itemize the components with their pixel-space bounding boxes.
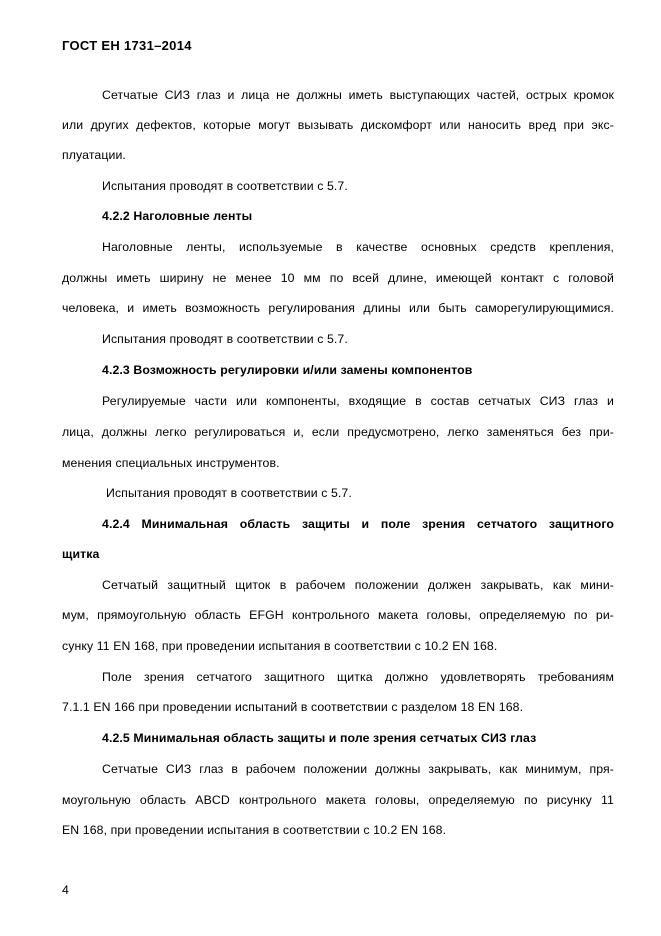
text-line: сунку 11 EN 168, при проведении испытания в соответствии с 10.2 EN 168.	[62, 639, 498, 653]
section-heading: 4.2.2 Наголовные ленты	[102, 209, 253, 223]
section-heading: 4.2.5 Минимальная область защиты и поле зрения сетчатых СИЗ глаз	[102, 731, 537, 745]
text-line: Сетчатые СИЗ глаз и лица не должны иметь выступающих частей, острых кромок	[102, 88, 614, 102]
text-line: моугольную область ABCD контрольного макета головы, определяемую по рисунку 11	[62, 793, 614, 807]
text-line: менения специальных инструментов.	[62, 456, 280, 470]
text-line: или других дефектов, которые могут вызывать дискомфорт или наносить вред при экс-	[62, 118, 614, 132]
text-line: Регулируемые части или компоненты, входящие в состав сетчатых СИЗ глаз и	[102, 394, 614, 408]
text-line: Сетчатые СИЗ глаз в рабочем положении должны закрывать, как минимум, пря-	[102, 762, 614, 776]
text-line: Испытания проводят в соответствии с 5.7.	[102, 179, 348, 193]
text-line: 7.1.1 EN 166 при проведении испытаний в соответствии с разделом 18 EN 168.	[62, 700, 524, 714]
text-line: EN 168, при проведении испытания в соответствии с 10.2 EN 168.	[62, 823, 447, 837]
section-heading: 4.2.4 Минимальная область защиты и поле зрения сетчатого защитного	[102, 517, 614, 531]
page-number: 4	[62, 883, 69, 897]
section-heading-cont: щитка	[62, 547, 100, 561]
text-line: мум, прямоугольную область EFGH контрольного макета головы, определяемую по ри-	[62, 608, 614, 622]
text-line: Сетчатый защитный щиток в рабочем положении должен закрывать, как мини-	[102, 578, 614, 592]
text-line: Поле зрения сетчатого защитного щитка должно удовлетворять требованиям	[102, 670, 614, 684]
text-line: Испытания проводят в соответствии с 5.7.	[106, 486, 352, 500]
text-line: Наголовные ленты, используемые в качестве основных средств крепления,	[102, 240, 614, 254]
text-line: должны иметь ширину не менее 10 мм по всей длине, имеющей контакт с головой	[62, 271, 614, 285]
text-line: лица, должны легко регулироваться и, если предусмотрено, легко заменяться без при-	[62, 425, 614, 439]
text-line: Испытания проводят в соответствии с 5.7.	[102, 332, 348, 346]
standard-header: ГОСТ ЕН 1731–2014	[62, 38, 192, 53]
section-heading: 4.2.3 Возможность регулировки и/или замены компонентов	[102, 363, 473, 377]
text-line: человека, и иметь возможность регулирования длины или быть саморегулирующимися.	[62, 301, 614, 315]
text-line: плуатации.	[62, 148, 126, 162]
